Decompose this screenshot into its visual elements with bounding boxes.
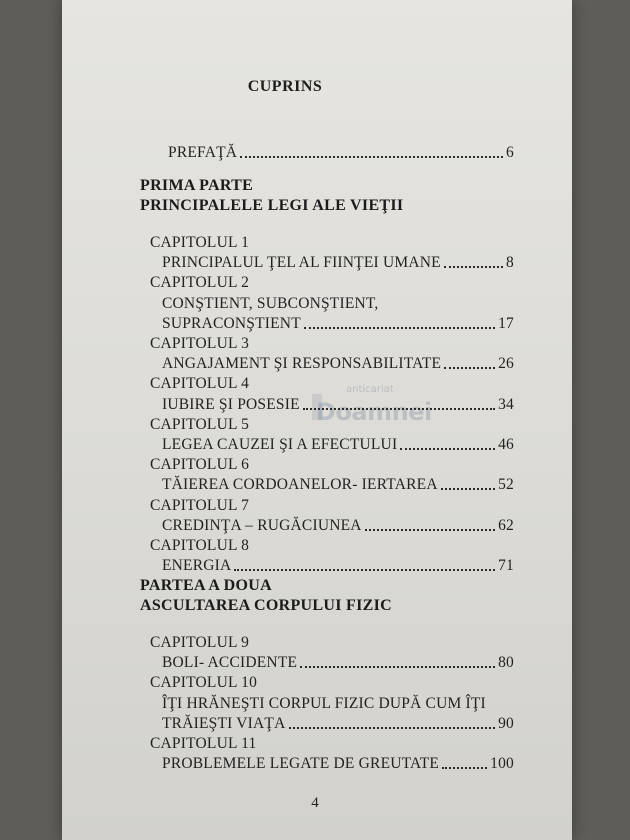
toc-entry-page: 80 — [498, 654, 514, 672]
chapter-label: CAPITOLUL 4 — [150, 375, 250, 393]
chapter-label: CAPITOLUL 3 — [150, 335, 250, 352]
toc-entry — [162, 476, 514, 494]
leader-dots — [441, 488, 495, 490]
part-heading: PRIMA PARTE — [140, 177, 254, 194]
toc-entry-page: 26 — [498, 355, 514, 373]
toc-entry — [162, 396, 514, 414]
leader-dots — [234, 569, 495, 571]
chapter-label: CAPITOLUL 9 — [150, 634, 250, 651]
toc-entry-page: 17 — [498, 314, 514, 332]
toc-entry-label: BOLI- ACCIDENTE — [162, 654, 298, 672]
toc-entry-page: 90 — [498, 714, 514, 732]
toc-entry-page: 6 — [506, 144, 514, 161]
toc-entry-prefata — [168, 144, 514, 162]
chapter-label: CAPITOLUL 2 — [150, 274, 250, 292]
toc-entry-label: PRINCIPALUL ŢEL AL FIINŢEI UMANE — [162, 254, 441, 272]
leader-dots — [400, 448, 495, 450]
toc-entry-label: PROBLEMELE LEGATE DE GREUTATE — [162, 755, 440, 773]
toc-entry-page: 71 — [498, 557, 514, 575]
toc-entry-page: 52 — [498, 476, 514, 494]
toc-entry-page: 46 — [498, 436, 514, 453]
toc-entry-label: ANGAJAMENT ŞI RESPONSABILITATE — [162, 355, 442, 373]
leader-dots — [240, 156, 503, 158]
watermark-small-text: anticariat — [346, 384, 394, 395]
leader-dots — [303, 408, 495, 410]
toc-entry-page: 62 — [498, 516, 514, 534]
chapter-label: CAPITOLUL 7 — [150, 496, 250, 514]
toc-entry-label: SUPRACONŞTIENT — [162, 314, 301, 332]
part-subheading: ASCULTAREA CORPULUI FIZIC — [140, 597, 392, 614]
part-heading: PARTEA A DOUA — [140, 577, 272, 594]
toc-entry-label: TRĂIEŞTI VIAŢA — [162, 714, 286, 732]
leader-dots — [289, 727, 496, 729]
toc-entry — [162, 254, 514, 272]
leader-dots — [365, 529, 495, 531]
toc-entry-label: IUBIRE ŞI POSESIE — [162, 395, 300, 413]
toc-entry — [162, 355, 514, 373]
toc-entry-page: 34 — [498, 395, 514, 413]
toc-entry — [162, 654, 514, 672]
toc-entry-page: 100 — [490, 755, 514, 773]
toc-entry — [162, 517, 514, 535]
chapter-label: CAPITOLUL 6 — [150, 456, 250, 474]
chapter-label: CAPITOLUL 1 — [150, 234, 250, 251]
chapter-label: CAPITOLUL 8 — [150, 537, 250, 554]
watermark-big-text: Doamnei — [316, 398, 432, 426]
leader-dots — [444, 266, 503, 268]
toc-entry-label: LEGEA CAUZEI ŞI A EFECTULUI — [162, 436, 398, 453]
chapter-label: CAPITOLUL 5 — [150, 415, 250, 433]
chapter-title-line: ÎŢI HRĂNEŞTI CORPUL FIZIC DUPĂ CUM ÎŢI — [162, 694, 486, 712]
leader-dots — [442, 767, 487, 769]
page-title: CUPRINS — [247, 78, 323, 95]
toc-entry-label: PREFAŢĂ — [168, 144, 238, 161]
toc-entry-page: 8 — [506, 254, 514, 272]
leader-dots — [300, 666, 495, 668]
toc-entry — [162, 715, 514, 733]
toc-entry — [162, 436, 514, 454]
leader-dots — [444, 367, 495, 369]
toc-entry-label: ENERGIA — [162, 557, 232, 575]
chapter-title-line: CONŞTIENT, SUBCONŞTIENT, — [162, 294, 379, 312]
toc-entry-label: TĂIEREA CORDOANELOR- IERTAREA — [162, 476, 438, 494]
toc-entry — [162, 755, 514, 773]
chapter-label: CAPITOLUL 10 — [150, 674, 258, 692]
leader-dots — [304, 327, 495, 329]
toc-entry — [162, 315, 514, 333]
part-subheading: PRINCIPALELE LEGI ALE VIEŢII — [140, 197, 404, 214]
toc-entry-label: CREDINŢA – RUGĂCIUNEA — [162, 516, 362, 534]
chapter-label: CAPITOLUL 11 — [150, 735, 257, 752]
page-number: 4 — [311, 795, 319, 811]
toc-entry — [162, 557, 514, 575]
